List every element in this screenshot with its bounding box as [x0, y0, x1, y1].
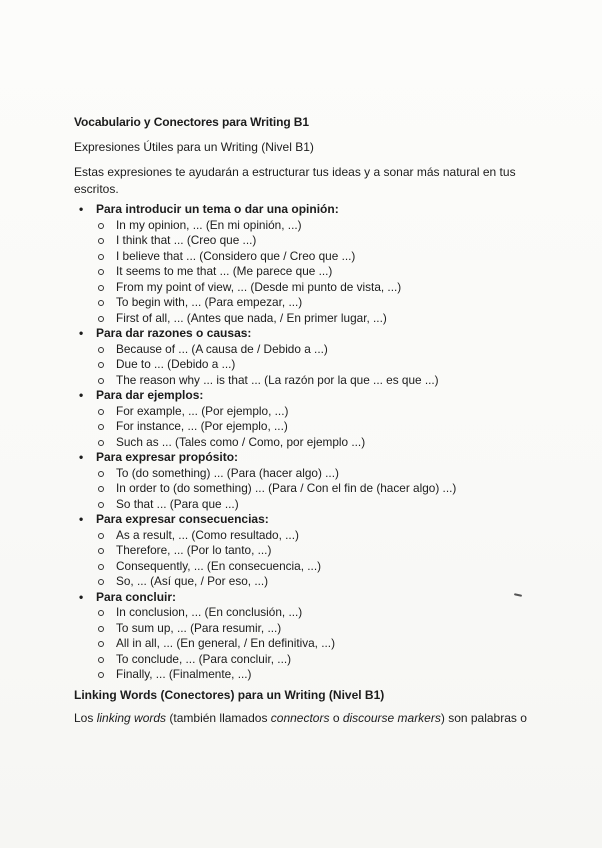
section-items-list: [96, 528, 544, 590]
linking-term: discourse markers: [342, 710, 441, 725]
list-item-text: So, ... (Así que, / Por eso, ...): [116, 574, 269, 588]
list-item: [96, 466, 544, 482]
list-item-text: For example, ... (Por ejemplo, ...): [116, 403, 289, 418]
list-item: [96, 543, 544, 559]
list-item: [96, 497, 544, 513]
section-item: [74, 512, 544, 590]
section-item: [74, 590, 544, 683]
circle-bullet-icon: [98, 564, 104, 570]
linking-term: linking words: [96, 710, 167, 725]
list-item-text: Due to ... (Debido a ...): [116, 357, 236, 371]
list-item-text: It seems to me that ... (Me parece que ...): [116, 264, 333, 278]
linking-words-paragraph: [74, 710, 544, 727]
section-item: [74, 450, 544, 512]
section-heading: Para concluir:: [96, 589, 177, 604]
circle-bullet-icon: [98, 316, 104, 322]
list-item-text: Therefore, ... (Por lo tanto, ...): [116, 543, 272, 557]
list-item-text: All in all, ... (En general, / En definitiva, ...): [116, 636, 335, 650]
circle-bullet-icon: [98, 641, 104, 647]
list-item: [96, 481, 544, 497]
list-item-text: Such as ... (Tales como / Como, por ejemplo ...): [116, 434, 366, 449]
list-item: [96, 264, 544, 280]
list-item-text: The reason why ... is that ... (La razón por la que ... es que ...): [116, 372, 439, 387]
circle-bullet-icon: [98, 486, 104, 492]
section-items-list: [96, 342, 544, 389]
document-subtitle: Expresiones Útiles para un Writing (Nivel B1): [74, 140, 314, 154]
bullet-icon: •: [79, 512, 84, 526]
list-item-text: To conclude, ... (Para concluir, ...): [116, 651, 292, 666]
linking-text-part: (también llamados: [166, 710, 271, 725]
circle-bullet-icon: [98, 440, 104, 446]
section-items-list: [96, 605, 544, 683]
document-title: Vocabulario y Conectores para Writing B1: [74, 115, 309, 129]
section-item: [74, 202, 544, 326]
list-item: [96, 357, 544, 373]
list-item: [96, 249, 544, 265]
list-item: [96, 404, 544, 420]
list-item-text: Finally, ... (Finalmente, ...): [116, 667, 252, 681]
circle-bullet-icon: [98, 672, 104, 678]
list-item: [96, 373, 544, 389]
list-item: [96, 636, 544, 652]
list-item-text: Because of ... (A causa de / Debido a ...): [116, 341, 328, 356]
circle-bullet-icon: [98, 269, 104, 275]
circle-bullet-icon: [98, 533, 104, 539]
bullet-icon: •: [79, 202, 84, 216]
list-item: [96, 280, 544, 296]
circle-bullet-icon: [98, 362, 104, 368]
circle-bullet-icon: [98, 657, 104, 663]
list-item: [96, 342, 544, 358]
list-item-text: As a result, ... (Como resultado, ...): [116, 527, 299, 542]
list-item: [96, 621, 544, 637]
bullet-icon: •: [79, 589, 84, 604]
list-item: [96, 218, 544, 234]
section-heading: Para dar razones o causas:: [96, 326, 252, 340]
sections-list: [74, 202, 544, 683]
bullet-icon: •: [79, 388, 84, 402]
circle-bullet-icon: [98, 579, 104, 585]
list-item: [96, 559, 544, 575]
list-item-text: I think that ... (Creo que ...): [116, 233, 257, 247]
list-item-text: In conclusion, ... (En conclusión, ...): [116, 605, 303, 619]
list-item-text: To sum up, ... (Para resumir, ...): [116, 620, 282, 635]
list-item: [96, 667, 544, 683]
list-item: [96, 605, 544, 621]
list-item-text: Consequently, ... (En consecuencia, ...): [116, 558, 322, 573]
circle-bullet-icon: [98, 502, 104, 508]
bullet-icon: •: [79, 450, 84, 464]
list-item-text: To (do something) ... (Para (hacer algo) ...): [116, 465, 339, 480]
circle-bullet-icon: [98, 378, 104, 384]
circle-bullet-icon: [98, 347, 104, 353]
document-content: [74, 114, 544, 727]
list-item: [96, 311, 544, 327]
list-item: [96, 419, 544, 435]
linking-words-heading: Linking Words (Conectores) para un Writing (Nivel B1): [74, 687, 385, 702]
list-item-text: I believe that ... (Considero que / Creo que ...): [116, 248, 356, 263]
list-item-text: From my point of view, ... (Desde mi punto de vista, ...): [116, 279, 402, 294]
list-item: [96, 295, 544, 311]
circle-bullet-icon: [98, 610, 104, 616]
bullet-icon: •: [79, 326, 84, 340]
section-heading: Para dar ejemplos:: [96, 388, 204, 402]
list-item-text: So that ... (Para que ...): [116, 496, 239, 511]
circle-bullet-icon: [98, 424, 104, 430]
section-item: [74, 388, 544, 450]
section-heading: Para introducir un tema o dar una opinión:: [96, 202, 339, 216]
list-item: [96, 574, 544, 590]
section-items-list: [96, 404, 544, 451]
list-item: [96, 435, 544, 451]
circle-bullet-icon: [98, 300, 104, 306]
intro-paragraph: Estas expresiones te ayudarán a estructurar tus ideas y a sonar más natural en tus escritos.: [74, 165, 516, 196]
circle-bullet-icon: [98, 238, 104, 244]
list-item: [96, 652, 544, 668]
section-item: [74, 326, 544, 388]
linking-text-part: ) son palabras o: [440, 710, 527, 725]
section-heading: Para expresar consecuencias:: [96, 512, 269, 526]
linking-text-part: Los: [74, 710, 97, 725]
linking-text-part: o: [329, 710, 343, 725]
list-item-text: In order to (do something) ... (Para / Con el fin de (hacer algo) ...): [116, 481, 457, 495]
circle-bullet-icon: [98, 626, 104, 632]
list-item: [96, 233, 544, 249]
section-heading: Para expresar propósito:: [96, 450, 239, 464]
section-items-list: [96, 218, 544, 327]
section-items-list: [96, 466, 544, 513]
circle-bullet-icon: [98, 409, 104, 415]
list-item-text: First of all, ... (Antes que nada, / En primer lugar, ...): [116, 310, 387, 325]
list-item-text: In my opinion, ... (En mi opinión, ...): [116, 217, 302, 232]
list-item-text: For instance, ... (Por ejemplo, ...): [116, 419, 288, 433]
circle-bullet-icon: [98, 223, 104, 229]
circle-bullet-icon: [98, 548, 104, 554]
linking-term: connectors: [270, 710, 330, 725]
list-item: [96, 528, 544, 544]
circle-bullet-icon: [98, 471, 104, 477]
list-item-text: To begin with, ... (Para empezar, ...): [116, 295, 303, 309]
circle-bullet-icon: [98, 285, 104, 291]
circle-bullet-icon: [98, 254, 104, 260]
